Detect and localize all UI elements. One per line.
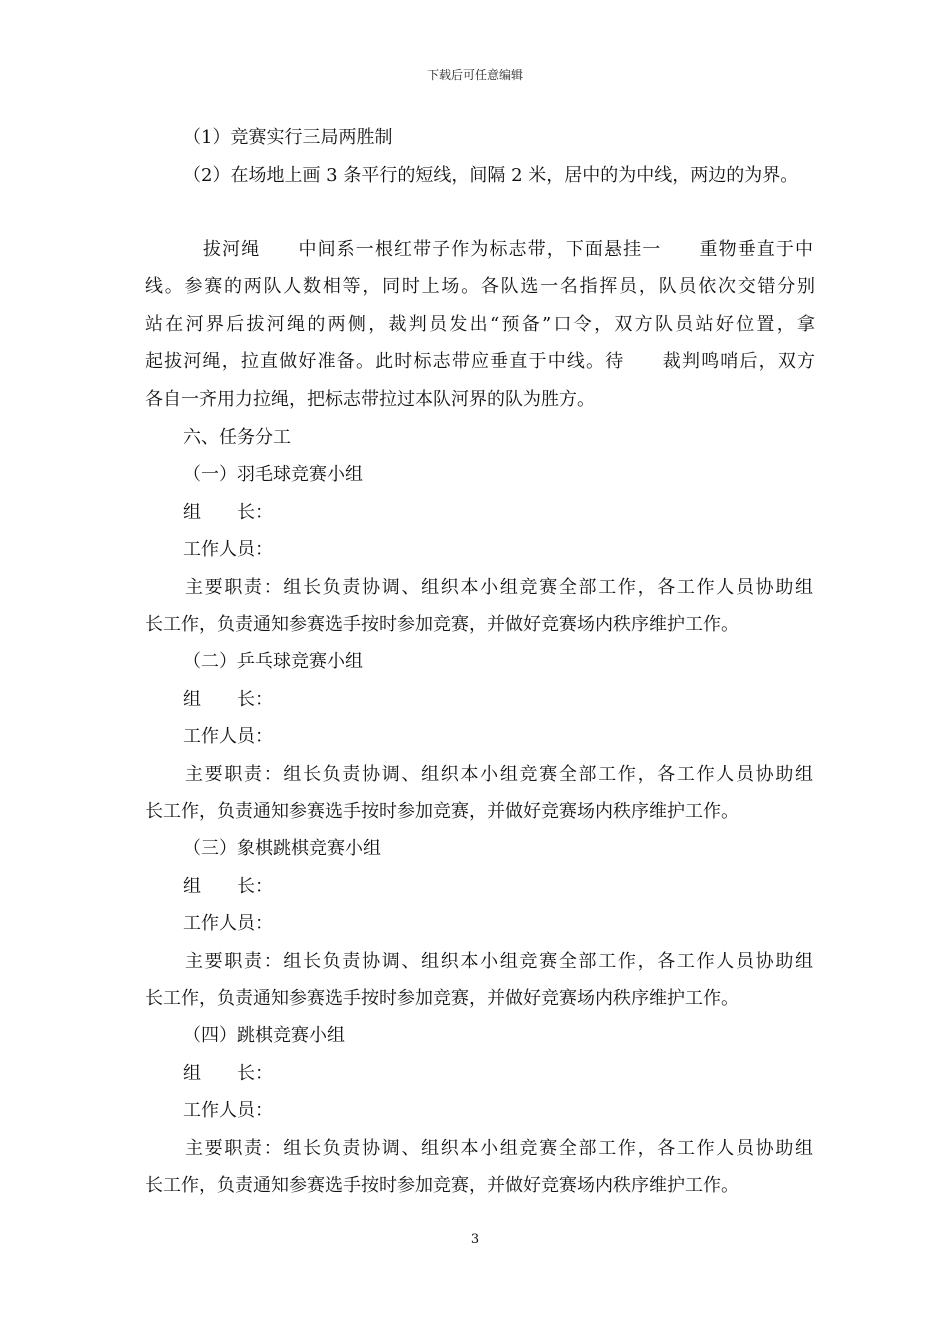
group-2-duty-1: 主要职责：组长负责协调、组织本小组竞赛全部工作，各工作人员协助组: [185, 764, 813, 785]
page-number: 3: [470, 1232, 480, 1247]
group-2-duty-2: 长工作，负责通知参赛选手按时参加竞赛，并做好竞赛场内秩序维护工作。: [145, 801, 739, 822]
group-1-duty-1: 主要职责：组长负责协调、组织本小组竞赛全部工作，各工作人员协助组: [185, 577, 813, 598]
group-1-duty-2: 长工作，负责通知参赛选手按时参加竞赛，并做好竞赛场内秩序维护工作。: [145, 614, 739, 635]
group-2-staff: 工作人员：: [183, 726, 273, 747]
group-2-title: （二）乒乓球竞赛小组: [183, 651, 363, 672]
group-4-title: （四）跳棋竞赛小组: [183, 1025, 345, 1046]
rule-item-2: （2）在场地上画 3 条平行的短线，间隔 2 米，居中的为中线，两边的为界。: [183, 165, 799, 186]
tug-line-1: 拔河绳 中间系一根红带子作为标志带，下面悬挂一 重物垂直于中: [203, 239, 813, 260]
tug-line-3: 站在河界后拔河绳的两侧，裁判员发出“预备”口令，双方队员站好位置，拿: [145, 314, 815, 335]
group-3-duty-1: 主要职责：组长负责协调、组织本小组竞赛全部工作，各工作人员协助组: [185, 951, 813, 972]
group-3-leader: 组 长：: [183, 876, 273, 897]
section-6-title: 六、任务分工: [183, 427, 291, 448]
page-header: 下载后可任意编辑: [426, 68, 523, 82]
group-1-leader: 组 长：: [183, 502, 273, 523]
group-4-staff: 工作人员：: [183, 1100, 273, 1121]
group-1-staff: 工作人员：: [183, 539, 273, 560]
group-4-leader: 组 长：: [183, 1063, 273, 1084]
group-1-title: （一）羽毛球竞赛小组: [183, 464, 363, 485]
group-2-leader: 组 长：: [183, 689, 273, 710]
group-3-title: （三）象棋跳棋竞赛小组: [183, 838, 381, 859]
tug-line-5: 各自一齐用力拉绳，把标志带拉过本队河界的队为胜方。: [145, 389, 595, 410]
group-4-duty-1: 主要职责：组长负责协调、组织本小组竞赛全部工作，各工作人员协助组: [185, 1138, 813, 1159]
group-3-staff: 工作人员：: [183, 913, 273, 934]
tug-line-4: 起拔河绳，拉直做好准备。此时标志带应垂直于中线。待 裁判鸣哨后，双方: [145, 351, 815, 372]
rule-item-1: （1）竞赛实行三局两胜制: [183, 127, 393, 148]
tug-line-2: 线。参赛的两队人数相等，同时上场。各队选一名指挥员，队员依次交错分别: [145, 276, 815, 297]
group-4-duty-2: 长工作，负责通知参赛选手按时参加竞赛，并做好竞赛场内秩序维护工作。: [145, 1175, 739, 1196]
group-3-duty-2: 长工作，负责通知参赛选手按时参加竞赛，并做好竞赛场内秩序维护工作。: [145, 988, 739, 1009]
